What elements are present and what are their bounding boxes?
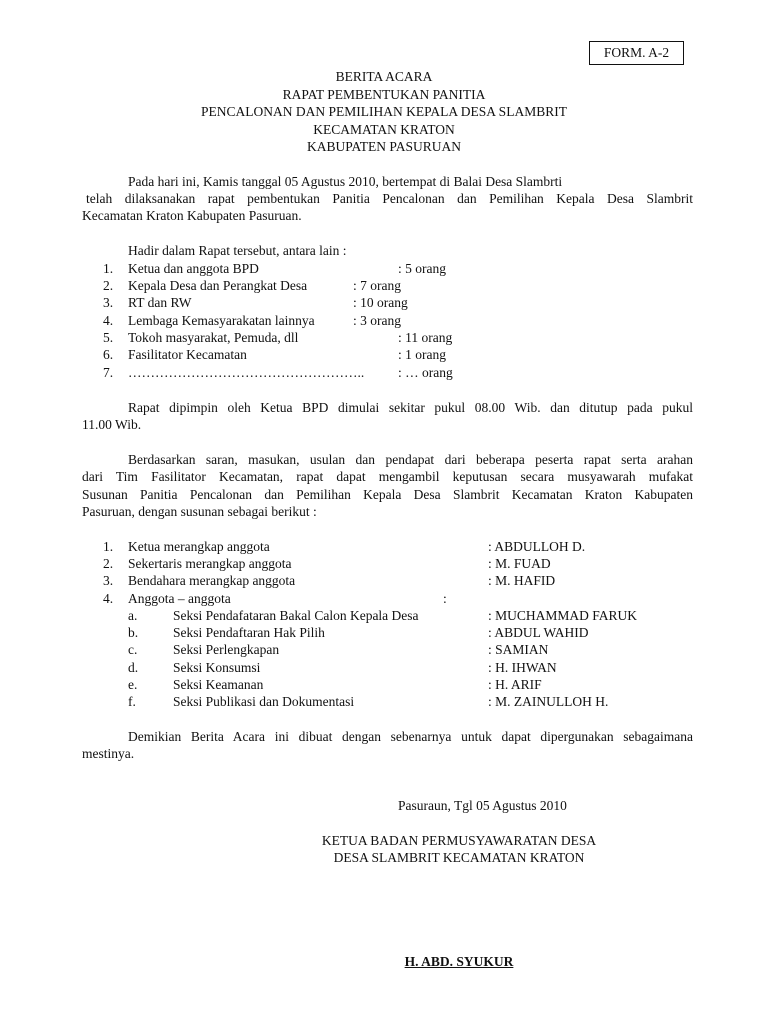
meeting-line-2: 11.00 Wib.	[82, 417, 142, 432]
attendance-label: Lembaga Kemasyarakatan lainnya	[128, 313, 315, 328]
header-line-2: RAPAT PEMBENTUKAN PANITIA	[282, 86, 486, 102]
header-line-1: BERITA ACARA	[335, 69, 433, 84]
committee-label: Bendahara merangkap anggota	[128, 573, 296, 588]
opening-line-3: Kecamatan Kraton Kabupaten Pasuruan.	[82, 208, 302, 223]
section-value: : H. IHWAN	[488, 660, 557, 675]
attendance-number: 1.	[103, 261, 114, 276]
attendance-value: : 3 orang	[353, 313, 401, 328]
attendance-label: ……………………………………………..	[128, 365, 365, 380]
section-value: : ABDUL WAHID	[488, 625, 589, 640]
section-label: Seksi Keamanan	[173, 677, 264, 692]
attendance-number: 7.	[103, 365, 114, 380]
closing-line-1: Demikian Berita Acara ini dibuat dengan sebenarnya untuk dapat dipergunakan sebagaimana	[128, 729, 693, 744]
committee-item	[0, 538, 768, 555]
attendance-intro: Hadir dalam Rapat tersebut, antara lain :	[128, 243, 347, 258]
header-line-3: PENCALONAN DAN PEMILIHAN KEPALA DESA SLAMBRIT	[201, 104, 567, 119]
section-value: : M. ZAINULLOH H.	[488, 694, 609, 709]
committee-value: : ABDULLOH D.	[488, 539, 586, 554]
attendance-label: Fasilitator Kecamatan	[128, 347, 247, 362]
committee-section	[0, 641, 768, 658]
attendance-number: 2.	[103, 278, 114, 293]
decision-line-4: Pasuruan, dengan susunan sebagai berikut :	[82, 504, 317, 519]
attendance-number: 4.	[103, 313, 114, 328]
committee-item	[0, 555, 768, 572]
section-label: Seksi Pendafataran Bakal Calon Kepala Desa	[173, 608, 419, 623]
attendance-number: 6.	[103, 347, 114, 362]
section-value: : H. ARIF	[488, 677, 542, 692]
opening-line-2: telah dilaksanakan rapat pembentukan Panitia Pencalonan dan Pemilihan Kepala Desa Slambrit	[86, 191, 693, 206]
section-letter: a.	[128, 608, 138, 623]
committee-label: Ketua merangkap anggota	[128, 539, 270, 554]
committee-number: 1.	[103, 539, 114, 554]
attendance-item	[0, 329, 768, 346]
signatory-name: H. ABD. SYUKUR	[404, 954, 514, 969]
header-line-4: KECAMATAN KRATON	[313, 121, 455, 137]
place-date: Pasuraun, Tgl 05 Agustus 2010	[398, 798, 567, 813]
attendance-label: Ketua dan anggota BPD	[128, 261, 259, 276]
committee-value: :	[443, 591, 447, 606]
committee-section	[0, 624, 768, 641]
section-label: Seksi Konsumsi	[173, 660, 261, 675]
committee-section	[0, 659, 768, 676]
attendance-label: Kepala Desa dan Perangkat Desa	[128, 278, 308, 293]
opening-line-1: Pada hari ini, Kamis tanggal 05 Agustus 2010, bertempat di Balai Desa Slambrti	[128, 174, 563, 189]
section-letter: c.	[128, 642, 138, 657]
committee-item	[0, 590, 768, 607]
attendance-value: : 10 orang	[353, 295, 408, 310]
section-label: Seksi Perlengkapan	[173, 642, 280, 657]
section-value: : MUCHAMMAD FARUK	[488, 608, 638, 623]
attendance-label: Tokoh masyarakat, Pemuda, dll	[128, 330, 299, 345]
section-letter: e.	[128, 677, 138, 692]
decision-line-2: dari Tim Fasilitator Kecamatan, rapat dapat mengambil keputusan secara musyawarah mufakat	[82, 469, 693, 484]
section-label: Seksi Publikasi dan Dokumentasi	[173, 694, 355, 709]
attendance-value: : 5 orang	[398, 261, 446, 276]
attendance-item	[0, 364, 768, 381]
attendance-item	[0, 346, 768, 363]
meeting-line-1: Rapat dipimpin oleh Ketua BPD dimulai sekitar pukul 08.00 Wib. dan ditutup pada pukul	[128, 400, 693, 415]
attendance-item	[0, 312, 768, 329]
attendance-value: : … orang	[398, 365, 453, 380]
section-letter: f.	[128, 694, 136, 709]
document-header	[0, 68, 768, 156]
attendance-value: : 7 orang	[353, 278, 401, 293]
committee-section	[0, 607, 768, 624]
committee-item	[0, 572, 768, 589]
form-code-box: FORM. A-2	[589, 41, 684, 65]
signatory-title-2: DESA SLAMBRIT KECAMATAN KRATON	[333, 850, 585, 865]
attendance-number: 3.	[103, 295, 114, 310]
attendance-value: : 11 orang	[398, 330, 453, 345]
section-label: Seksi Pendaftaran Hak Pilih	[173, 625, 325, 640]
section-letter: d.	[128, 660, 139, 675]
committee-label: Sekertaris merangkap anggota	[128, 556, 292, 571]
committee-section	[0, 676, 768, 693]
committee-value: : M. FUAD	[488, 556, 551, 571]
attendance-number: 5.	[103, 330, 114, 345]
attendance-label: RT dan RW	[128, 295, 192, 310]
header-line-5: KABUPATEN PASURUAN	[307, 139, 461, 154]
committee-number: 2.	[103, 556, 114, 571]
committee-number: 4.	[103, 591, 114, 606]
committee-label: Anggota – anggota	[128, 591, 231, 606]
committee-number: 3.	[103, 573, 114, 588]
decision-line-3: Susunan Panitia Pencalonan dan Pemilihan Kepala Desa Slambrit Kecamatan Kraton Kabupaten	[82, 487, 693, 502]
decision-line-1: Berdasarkan saran, masukan, usulan dan pendapat dari beberapa peserta rapat serta arahan	[128, 452, 693, 467]
signatory-title-1: KETUA BADAN PERMUSYAWARATAN DESA	[321, 833, 597, 848]
attendance-item	[0, 277, 768, 294]
attendance-value: : 1 orang	[398, 347, 446, 362]
attendance-item	[0, 294, 768, 311]
committee-value: : M. HAFID	[488, 573, 556, 588]
attendance-item	[0, 260, 768, 277]
section-letter: b.	[128, 625, 139, 640]
section-value: : SAMIAN	[488, 642, 549, 657]
closing-line-2: mestinya.	[82, 746, 135, 761]
committee-section	[0, 693, 768, 710]
